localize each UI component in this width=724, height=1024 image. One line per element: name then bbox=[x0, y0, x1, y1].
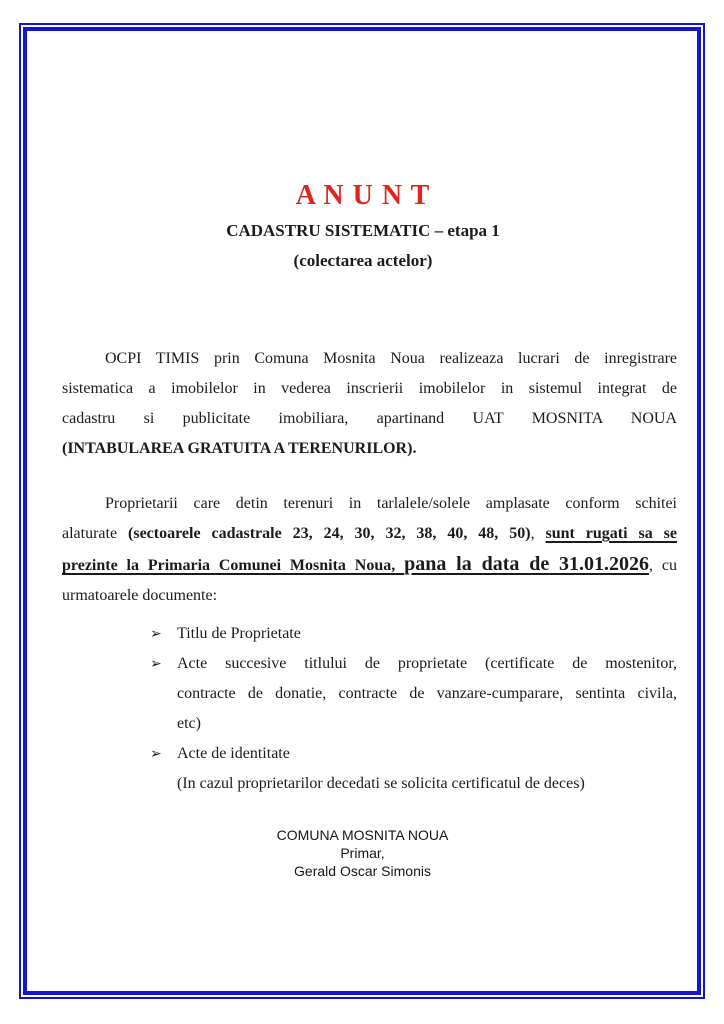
list-item-text bbox=[177, 739, 677, 769]
subtitle-colectare: (colectarea actelor) bbox=[293, 251, 433, 270]
list-item bbox=[150, 739, 677, 769]
document-content bbox=[62, 0, 677, 880]
paragraph-intro bbox=[62, 344, 677, 464]
list-line: Acte succesive titlului de proprietate (certificate de mostenitor, bbox=[177, 655, 677, 672]
paragraph-line: prezinte la Primaria Comunei Mosnita Noua, pana la data de 31.01.2026, cu bbox=[62, 553, 677, 575]
list-item bbox=[150, 649, 677, 739]
signature-name: Gerald Oscar Simonis bbox=[294, 863, 431, 879]
paragraph-line: sistematica a imobilelor in vederea inscrierii imobilelor in sistemul integrat de bbox=[62, 380, 677, 397]
signature-role: Primar, bbox=[340, 845, 385, 861]
paragraph-line: (INTABULAREA GRATUITA A TERENURILOR). bbox=[62, 440, 417, 457]
list-line: etc) bbox=[177, 715, 201, 732]
list-note bbox=[177, 769, 677, 799]
paragraph-request bbox=[62, 489, 677, 611]
arrow-bullet-icon: ➢ bbox=[150, 746, 162, 762]
paragraph-line: cadastru si publicitate imobiliara, apartinand UAT MOSNITA NOUA bbox=[62, 410, 677, 427]
signature-block bbox=[62, 826, 663, 880]
list-note-line: (In cazul proprietarilor decedati se solicita certificatul de deces) bbox=[177, 775, 585, 792]
list-line: contracte de donatie, contracte de vanzare-cumparare, sentinta civila, bbox=[177, 685, 677, 702]
list-item-text bbox=[177, 619, 677, 649]
subtitle-cadastru: CADASTRU SISTEMATIC – etapa 1 bbox=[226, 221, 500, 240]
arrow-bullet-icon: ➢ bbox=[150, 626, 162, 642]
list-item-text bbox=[177, 649, 677, 739]
paragraph-line: Proprietarii care detin terenuri in tarlalele/solele amplasate conform schitei bbox=[105, 495, 677, 512]
document-header bbox=[62, 178, 664, 276]
paragraph-line: urmatoarele documente: bbox=[62, 587, 218, 604]
arrow-bullet-icon: ➢ bbox=[150, 656, 162, 672]
list-line: Titlu de Proprietate bbox=[177, 625, 301, 642]
signature-organization: COMUNA MOSNITA NOUA bbox=[276, 827, 449, 843]
page-title: A N U N T bbox=[295, 180, 431, 211]
paragraph-line: alaturate (sectoarele cadastrale 23, 24, 30, 32, 38, 40, 48, 50), sunt rugati sa se bbox=[62, 525, 678, 542]
documents-list bbox=[62, 619, 677, 799]
list-line: Acte de identitate bbox=[177, 745, 290, 762]
list-item bbox=[150, 619, 677, 649]
paragraph-line: OCPI TIMIS prin Comuna Mosnita Noua realizeaza lucrari de inregistrare bbox=[105, 350, 677, 367]
